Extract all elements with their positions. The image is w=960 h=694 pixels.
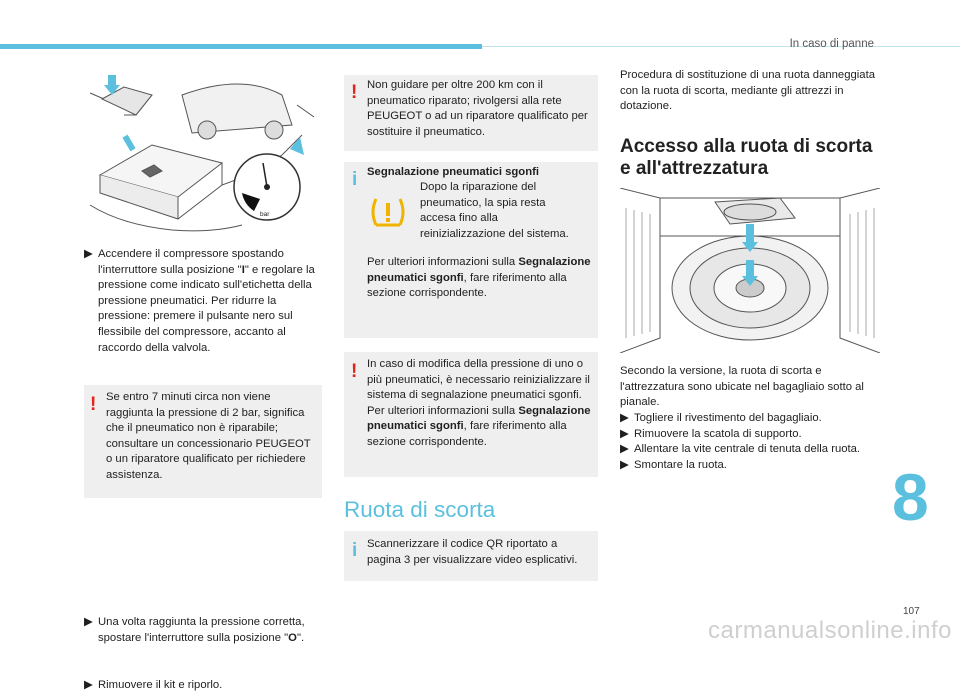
warning-box-200km bbox=[344, 75, 598, 151]
switch-off-bullet bbox=[84, 615, 324, 646]
info-more-text: Per ulteriori informazioni sulla bbox=[367, 256, 516, 268]
bullet2-text-b: ". bbox=[296, 631, 305, 644]
section-title-spare-wheel: Ruota di scorta bbox=[344, 497, 496, 522]
warning-reset-text bbox=[367, 357, 593, 451]
spare-wheel-illustration bbox=[620, 188, 880, 353]
bullet-arrow-icon: ▶︎ bbox=[620, 443, 629, 456]
spare-wheel-location-text: Secondo la versione, la ruota di scorta e l'attrezzatura sono ubicate nel bagagliaio sotto al pianale. bbox=[620, 365, 864, 409]
warning-exclamation-icon: ! bbox=[90, 394, 97, 415]
step-text: Rimuovere la scatola di supporto. bbox=[634, 427, 802, 440]
info-box-tyre-warning bbox=[344, 162, 598, 338]
step-text: Allentare la vite centrale di tenuta della ruota. bbox=[634, 443, 861, 456]
warning-exclamation-icon: ! bbox=[351, 361, 358, 382]
bullet-arrow-icon: ▶︎ bbox=[620, 458, 629, 471]
info-tyre-text: Dopo la riparazione del pneumatico, la spia resta accesa fino alla reinizializzazione del sistema. bbox=[420, 181, 569, 240]
bullet-arrow-icon: ▶︎ bbox=[84, 616, 93, 629]
compressor-illustration bbox=[82, 75, 322, 233]
warning-reset-main: In caso di modifica della pressione di uno o più pneumatici, è necessario reinizializzare il sistema di segnalazione pneumatici sgonfi. bbox=[367, 358, 590, 402]
step-item bbox=[620, 458, 878, 474]
info-reference-text bbox=[367, 255, 593, 302]
header-line bbox=[482, 46, 960, 47]
warning-reset-more: Per ulteriori informazioni sulla bbox=[367, 404, 516, 417]
warning-200km-text: Non guidare per oltre 200 km con il pneumatico riparato; rivolgersi alla rete PEUGEOT o ad un riparatore qualificato per sostituire il pneumatico. bbox=[367, 79, 588, 138]
bullet-arrow-icon: ▶︎ bbox=[620, 427, 629, 440]
info-box-qr bbox=[344, 531, 598, 581]
page-number: 107 bbox=[903, 606, 920, 617]
watermark: carmanualsonline.info bbox=[708, 617, 952, 644]
bullet1-text-b: " e regolare la pressione come indicato sull'etichetta della pressione pneumatici. Per ridurre la pressione: premere il pulsante nero sul flessibile del compressore, accanto al raccordo della valvola. bbox=[98, 263, 315, 354]
header-bar bbox=[0, 44, 482, 49]
warning-reset-bold: Segnalazione pneumatici sgonfi bbox=[367, 404, 591, 433]
bullet-arrow-icon: ▶︎ bbox=[620, 412, 629, 424]
info-i-icon: i bbox=[352, 540, 358, 561]
bullet1-text-a: Accendere il compressore spostando l'interruttore sulla posizione " bbox=[98, 248, 284, 276]
bullet2-text-a: Una volta raggiunta la pressione corretta, spostare l'interruttore sulla posizione " bbox=[98, 616, 305, 644]
remove-kit-bullet bbox=[84, 678, 324, 694]
step-item bbox=[620, 411, 878, 427]
warning-box-pressure bbox=[84, 385, 322, 498]
gauge-unit-label: bar bbox=[260, 211, 270, 218]
info-more-bold: Segnalazione pneumatici sgonfi bbox=[367, 256, 591, 284]
info-title: Segnalazione pneumatici sgonfi bbox=[367, 166, 539, 178]
bullet-arrow-icon: ▶︎ bbox=[84, 679, 93, 692]
warning-box-reset bbox=[344, 352, 598, 477]
info-more-end: , fare riferimento alla sezione corrispondente. bbox=[367, 271, 567, 300]
step-text: Smontare la ruota. bbox=[634, 458, 727, 471]
bullet2-switch-label: O bbox=[288, 631, 297, 644]
section-title-access: Accesso alla ruota di scorta e all'attrezzatura bbox=[620, 136, 873, 179]
step-item bbox=[620, 427, 878, 443]
warning-exclamation-icon: ! bbox=[351, 82, 358, 103]
page-header-title: In caso di panne bbox=[789, 38, 874, 50]
spare-wheel-intro: Procedura di sostituzione di una ruota danneggiata con la ruota di scorta, mediante gli attrezzi in dotazione. bbox=[620, 69, 875, 113]
tyre-pressure-warning-icon bbox=[368, 195, 408, 229]
bullet-arrow-icon: ▶︎ bbox=[84, 248, 93, 260]
spare-wheel-steps bbox=[620, 411, 878, 473]
step-item bbox=[620, 442, 878, 458]
info-qr-text: Scannerizzare il codice QR riportato a pagina 3 per visualizzare video esplicativi. bbox=[367, 538, 578, 566]
warning-reset-end: , fare riferimento alla sezione corrispondente. bbox=[367, 420, 567, 448]
step-text: Togliere il rivestimento del bagagliaio. bbox=[634, 412, 822, 424]
info-i-icon: i bbox=[352, 169, 358, 190]
warning-pressure-text: Se entro 7 minuti circa non viene raggiunta la pressione di 2 bar, significa che il pneumatico non è riparabile; consultare un concessionario PEUGEOT o un riparatore qualificato per richiedere assistenza. bbox=[106, 391, 311, 481]
bullet3-text: Rimuovere il kit e riporlo. bbox=[98, 679, 223, 692]
chapter-number: 8 bbox=[892, 460, 929, 534]
bullet1-switch-label: I bbox=[241, 263, 245, 276]
compressor-step-bullet bbox=[84, 247, 324, 356]
